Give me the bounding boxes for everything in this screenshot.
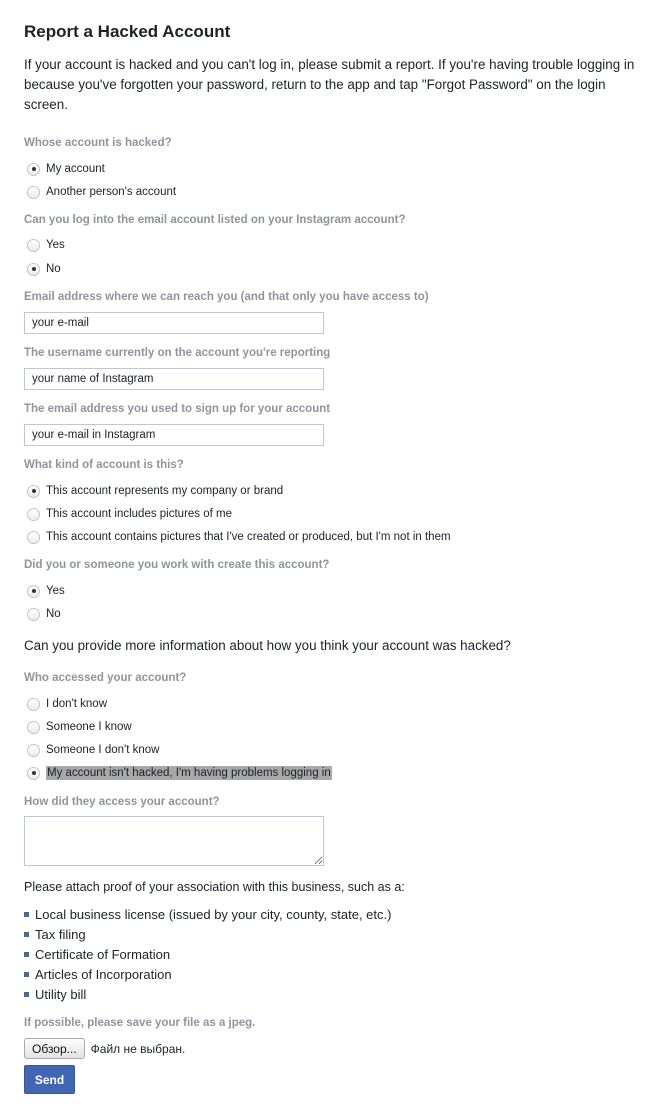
radio-checked-icon[interactable] — [27, 263, 40, 276]
radio-option-yes[interactable] — [24, 582, 65, 600]
radio-option-someone-i-dont-know[interactable] — [24, 741, 159, 759]
question-created-account: Did you or someone you work with create this account? — [24, 559, 330, 571]
question-who-accessed: Who accessed your account? — [24, 672, 187, 684]
radio-option-no[interactable] — [24, 260, 61, 278]
square-bullet-icon — [24, 992, 29, 997]
proof-item-label: Local business license (issued by your city, county, state, etc.) — [35, 906, 392, 922]
radio-label: I don't know — [46, 698, 108, 710]
list-item — [24, 944, 391, 964]
radio-unchecked-icon[interactable] — [27, 508, 40, 521]
square-bullet-icon — [24, 912, 29, 917]
proof-item-label: Utility bill — [35, 986, 87, 1002]
radio-checked-icon[interactable] — [27, 485, 40, 498]
signup-email-label: The email address you used to sign up for your account — [24, 403, 331, 415]
contact-email-field[interactable] — [24, 312, 324, 334]
proof-list — [24, 904, 391, 1004]
proof-item-label: Tax filing — [35, 926, 86, 942]
radio-unchecked-icon[interactable] — [27, 239, 40, 252]
radio-label: Another person's account — [46, 186, 177, 198]
radio-unchecked-icon[interactable] — [27, 608, 40, 621]
file-upload — [24, 1038, 185, 1059]
radio-label: Yes — [46, 585, 65, 597]
list-item — [24, 964, 391, 984]
question-email-login: Can you log into the email account listed on your Instagram account? — [24, 214, 406, 226]
radio-option-no[interactable] — [24, 605, 61, 623]
radio-option-my-account[interactable] — [24, 160, 105, 178]
radio-label: Someone I know — [46, 721, 132, 733]
proof-item-label: Articles of Incorporation — [35, 966, 172, 982]
radio-label: My account — [46, 163, 105, 175]
radio-unchecked-icon[interactable] — [27, 721, 40, 734]
radio-option-company-brand[interactable] — [24, 482, 283, 500]
signup-email-field[interactable] — [24, 424, 324, 446]
radio-label: This account includes pictures of me — [46, 508, 233, 520]
radio-label: This account contains pictures that I've created or produced, but I'm not in them — [46, 531, 451, 543]
proof-item-label: Certificate of Formation — [35, 946, 171, 962]
radio-option-not-hacked[interactable] — [24, 764, 332, 782]
file-status-text: Файл не выбран. — [90, 1041, 186, 1056]
proof-intro-text: Please attach proof of your association with this business, such as a: — [24, 880, 405, 894]
radio-label: This account represents my company or brand — [46, 485, 284, 497]
page-title: Report a Hacked Account — [24, 22, 231, 41]
question-whose-account: Whose account is hacked? — [24, 137, 172, 149]
contact-email-label: Email address where we can reach you (and that only you have access to) — [24, 291, 429, 303]
list-item — [24, 984, 391, 1004]
username-label: The username currently on the account you're reporting — [24, 347, 331, 359]
radio-option-pictures-of-me[interactable] — [24, 505, 232, 523]
radio-unchecked-icon[interactable] — [27, 698, 40, 711]
list-item — [24, 904, 391, 924]
send-button[interactable]: Send — [24, 1065, 75, 1094]
more-info-heading: Can you provide more information about how you think your account was hacked? — [24, 638, 511, 653]
radio-unchecked-icon[interactable] — [27, 744, 40, 757]
username-field[interactable] — [24, 368, 324, 390]
radio-option-yes[interactable] — [24, 236, 65, 254]
radio-option-pictures-created[interactable] — [24, 528, 451, 546]
radio-label: No — [46, 608, 61, 620]
radio-checked-icon[interactable] — [27, 585, 40, 598]
radio-unchecked-icon[interactable] — [27, 186, 40, 199]
list-item — [24, 924, 391, 944]
how-access-textarea[interactable] — [24, 816, 324, 866]
radio-label: Yes — [46, 239, 65, 251]
radio-option-someone-i-know[interactable] — [24, 718, 132, 736]
radio-option-another-person[interactable] — [24, 183, 176, 201]
radio-label: My account isn't hacked, I'm having problems logging in — [47, 767, 331, 779]
intro-text: If your account is hacked and you can't log in, please submit a report. If you're having trouble logging in because you've forgotten your password, return to the app and tap "Forgot Password" on the login screen. — [24, 57, 635, 112]
browse-file-button[interactable]: Обзор... — [24, 1038, 85, 1059]
radio-label: Someone I don't know — [46, 744, 160, 756]
how-access-label: How did they access your account? — [24, 796, 220, 808]
question-account-kind: What kind of account is this? — [24, 459, 184, 471]
jpeg-note: If possible, please save your file as a jpeg. — [24, 1017, 256, 1029]
square-bullet-icon — [24, 932, 29, 937]
radio-checked-icon[interactable] — [27, 767, 40, 780]
square-bullet-icon — [24, 952, 29, 957]
square-bullet-icon — [24, 972, 29, 977]
radio-checked-icon[interactable] — [27, 163, 40, 176]
radio-unchecked-icon[interactable] — [27, 531, 40, 544]
radio-label: No — [46, 263, 61, 275]
radio-option-dont-know[interactable] — [24, 695, 107, 713]
